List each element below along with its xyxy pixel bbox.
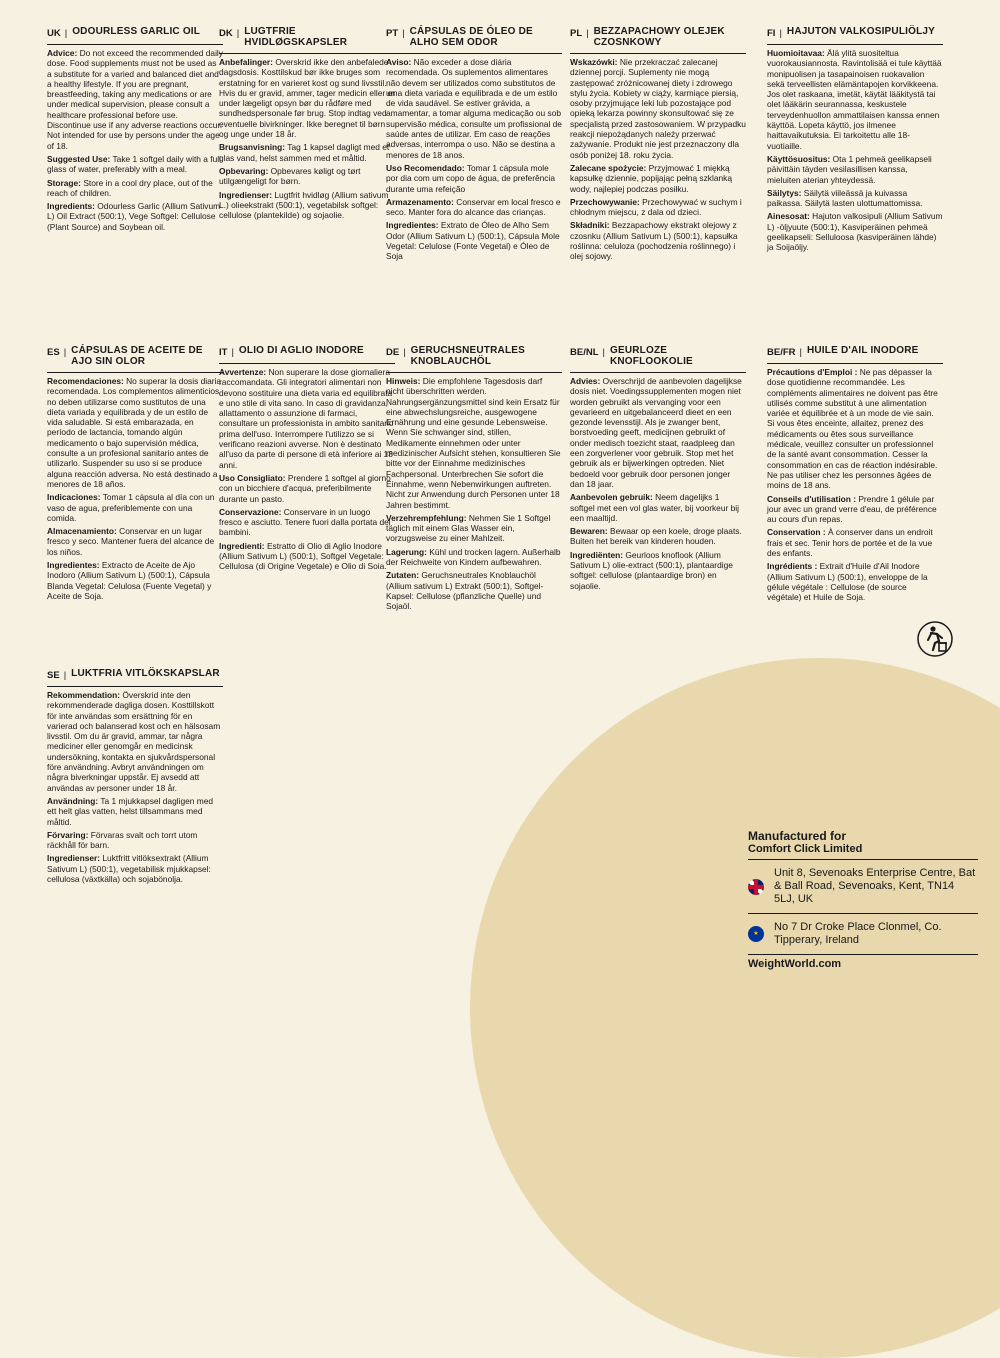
product-title: ODOURLESS GARLIC OIL	[72, 26, 201, 37]
language-block-pl	[570, 26, 746, 265]
section-text: Ne pas dépasser la dose quotidienne recommandée. Les compléments alimentaires ne doivent pas être utilisés comme substitut à une alimentation variée et équilibrée et à un mode de vie sain. Si vous êtes enceinte, allaitez, prenez des médicaments ou êtes sous surveillance médicale, veuillez consulter un professionnel de la santé avant consommation. Cesser la consommation en cas de réaction indésirable. Ne pas utiliser chez les personnes âgées de moins de 18 ans.	[767, 367, 938, 491]
section-label: Ingrédients :	[767, 561, 818, 572]
label-section	[767, 494, 943, 525]
section-text: Opbevares køligt og tørt utilgængeligt for børn.	[219, 165, 361, 187]
label-section	[386, 376, 562, 510]
label-section	[219, 142, 395, 163]
label-section	[386, 513, 562, 544]
label-section	[386, 220, 562, 261]
language-code: FI |	[767, 26, 787, 39]
section-text: Przyjmować 1 miękką kapsułkę dziennie, popijając pełną szklanką wody, najlepiej podczas posiłku.	[570, 162, 733, 194]
label-section	[570, 57, 746, 160]
section-label: Brugsanvisning:	[219, 142, 286, 153]
label-section	[47, 796, 223, 827]
block-header	[570, 345, 746, 367]
section-text: No superar la dosis diaria recomendada. Los complementos alimenticios no deben utilizarse como sustitutos de una dieta variada y equilibrada y de un estilo de vida saludable. Si está embarazada, en período de lactancia, tomando algún medicamento o bajo supervisión médica, consulte a un profesional sanitario antes de utilizarlo. Suspender su uso si se produce alguna reacción adversa. No está destinado a menores de 18 años.	[47, 376, 222, 489]
label-section	[219, 507, 395, 538]
section-label: Rekommendation:	[47, 690, 121, 700]
section-label: Conservazione:	[219, 506, 282, 517]
section-label: Conseils d'utilisation :	[767, 493, 857, 504]
section-text: Kühl und trocken lagern. Außerhalb der Reichweite von Kindern aufbewahren.	[386, 546, 561, 568]
section-text: Odourless Garlic (Allium Sativum L) Oil Extract (500:1), Vege Softgel: Cellulose (Plant Source) and Soybean oil.	[47, 201, 221, 232]
section-text: Hajuton valkosipuli (Allium Sativum L) -öljyuute (500:1), Kasviperäinen pehmeä geelikapseli: Selluloosa (kasviperäinen lähde) ja Soijaöljy.	[767, 211, 943, 253]
language-code: PT |	[386, 26, 410, 39]
language-block-de	[386, 345, 562, 615]
section-text: Do not exceed the recommended daily dose. Food supplements must not be used as a substitute for a varied and balanced diet and a healthy lifestyle. If you are pregnant, breastfeeding, taking any medications or are under medical supervision, please consult a healthcare professional before use. Discontinue use if any adverse reactions occur. Not intended for use by persons under the age of 18.	[47, 48, 223, 151]
label-section	[219, 57, 395, 139]
block-header	[47, 345, 223, 367]
section-text: Älä ylitä suositeltua vuorokausiannosta. Ravintolisää ei tule käyttää monipuolisen ja tasapainoisen ruokavalion sekä terveellisten elämäntapojen korvikkeena. Jos olet raskaana, imetät, käytät lääkitystä tai olet lääkärin seurannassa, keskustele terveydenhuollon ammattilaisen kanssa ennen käyttöä. Lopeta käyttö, jos ilmenee haittavaikutuksia. Ei tarkoitettu alle 18-vuotiaille.	[767, 48, 942, 151]
section-label: Armazenamento:	[386, 196, 454, 207]
label-section	[570, 197, 746, 218]
section-label: Lagerung:	[386, 546, 427, 557]
section-text: Luktfritt vitlöksextrakt (Allium Sativum L) (500:1), vegetabilisk mjukkapsel: cellulosa (växtkälla) och sojabönolja.	[47, 853, 211, 885]
label-section	[386, 570, 562, 611]
section-text: Die empfohlene Tagesdosis darf nicht überschritten werden. Nahrungsergänzungsmittel sind kein Ersatz für eine abwechslungsreiche, ausgewogene Ernährung und eine gesunde Lebensweise. Wenn Sie schwanger sind, stillen, Medikamente einnehmen oder unter medizinischer Aufsicht stehen, konsultieren Sie bitte vor der Einnahme medizinisches Fachpersonal. Unterbrechen Sie sofort die Einnahme, wenn Nebenwirkungen auftreten. Nicht zur Anwendung durch Personen unter 18 Jahren bestimmt.	[386, 376, 561, 510]
decorative-circle	[470, 658, 1000, 1358]
section-text: Förvaras svalt och torrt utom räckhåll för barn.	[47, 829, 198, 851]
section-label: Anbefalinger:	[219, 57, 273, 67]
section-label: Conservation :	[767, 527, 826, 538]
section-label: Ingredienser:	[47, 853, 101, 864]
divider	[219, 363, 395, 364]
product-title: LUKTFRIA VITLÖKSKAPSLAR	[71, 668, 220, 679]
language-code: IT |	[219, 345, 239, 358]
section-label: Förvaring:	[47, 829, 89, 840]
label-section	[386, 163, 562, 194]
section-label: Ingredientes:	[386, 220, 439, 231]
uk-address	[748, 863, 978, 910]
section-text: Tag 1 kapsel dagligt med et glas vand, helst sammen med et måltid.	[219, 142, 390, 163]
section-text: Conservar em local fresco e seco. Manter fora do alcance das crianças.	[386, 196, 561, 218]
label-section	[570, 220, 746, 261]
website-link[interactable]: WeightWorld.com	[748, 958, 842, 970]
label-section	[767, 561, 943, 602]
section-label: Användning:	[47, 795, 99, 806]
block-header	[47, 668, 223, 681]
section-text: Extracto de Aceite de Ajo Inodoro (Allium Sativum L) (500:1), Cápsula Blanda Vegetal: Celulosa (Fuente Vegetal) y Aceite de Soja.	[47, 560, 212, 601]
label-section	[219, 367, 395, 470]
label-section	[386, 547, 562, 568]
divider	[767, 363, 943, 364]
language-block-dk	[219, 26, 395, 223]
label-section	[219, 473, 395, 504]
label-section	[570, 492, 746, 523]
divider	[386, 53, 562, 54]
label-section	[47, 154, 223, 175]
label-section	[386, 197, 562, 218]
product-title: LUGTFRIE HVIDLØGSKAPSLER	[244, 26, 348, 48]
block-header	[570, 26, 746, 48]
section-label: Aviso:	[386, 57, 412, 67]
language-code: BE/NL |	[570, 345, 610, 358]
section-label: Bewaren:	[570, 526, 608, 537]
label-section	[47, 201, 223, 232]
section-label: Ingredienser:	[219, 189, 273, 200]
divider	[767, 44, 943, 45]
language-code: DK |	[219, 26, 244, 39]
section-text: Extrait d'Huile d'Ail Inodore (Allium Sativum L) (500:1), enveloppe de la gélule végétale : Cellulose (de source végétale) et Huile de Soja.	[767, 561, 928, 603]
label-section	[767, 48, 943, 151]
section-label: Säilytys:	[767, 187, 802, 198]
section-text: À conserver dans un endroit frais et sec. Tenir hors de portée et de la vue des enfants.	[767, 527, 933, 559]
language-code: BE/FR |	[767, 345, 807, 358]
label-section	[47, 526, 223, 557]
block-header	[767, 26, 943, 39]
section-text: Säilytä viileässä ja kuivassa paikassa. Säilytä lasten ulottumattomissa.	[767, 187, 923, 209]
section-text: Conservar en un lugar fresco y seco. Mantener fuera del alcance de los niños.	[47, 526, 215, 557]
section-text: Överskrid inte den rekommenderade dagliga dosen. Kosttillskott för inte användas som ersättning för en varierad och balanserad kost och en hälsosam livsstil. Om du är gravid, ammar, tar några mediciner eller genomgår en medicinsk undersökning, kontakta en sjukvårdspersonal före användning. Avbryt användningen om några biverkningar uppstår. Ej avsedd att användas av personer under 18 år.	[47, 690, 221, 793]
eu-address	[748, 917, 978, 951]
language-block-se	[47, 668, 223, 887]
section-label: Ingredienti:	[219, 540, 265, 551]
section-label: Storage:	[47, 177, 81, 188]
section-text: Tomar 1 cápsula al día con un vaso de agua, preferiblemente con una comida.	[47, 492, 215, 523]
label-section	[767, 188, 943, 209]
section-text: Nie przekraczać zalecanej dziennej porcji. Suplementy nie mogą zastępować zróżnicowanej diety i zdrowego stylu życia. Kobiety w ciąży, karmiące piersią, osoby przyjmujące leki lub pozostające pod opieką lekarza powinny skonsultować się ze specjalistą przed zastosowaniem. W przypadku reakcji niepożądanych należy przerwać zażywanie. Produkt nie jest przeznaczony dla osób poniżej 18. roku życia.	[570, 57, 746, 160]
divider	[570, 53, 746, 54]
section-label: Almacenamiento:	[47, 526, 117, 537]
label-section	[570, 163, 746, 194]
section-label: Recomendaciones:	[47, 376, 124, 386]
divider	[47, 44, 223, 45]
product-title: GEURLOZE KNOFLOOKOLIE	[609, 345, 693, 367]
block-header	[386, 26, 562, 48]
language-block-be-fr	[767, 345, 943, 606]
label-section	[767, 211, 943, 252]
section-label: Ingredientes:	[47, 560, 100, 571]
section-label: Précautions d'Emploi :	[767, 367, 858, 377]
section-label: Advies:	[570, 376, 601, 386]
product-title: CÁPSULAS DE ÓLEO DE ALHO SEM ODOR	[409, 26, 533, 48]
block-header	[219, 26, 395, 48]
section-label: Ainesosat:	[767, 211, 810, 222]
divider	[748, 859, 978, 860]
section-label: Uso Recomendado:	[386, 162, 465, 173]
section-text: Geruchsneutrales Knoblauchöl (Allium sativum L) Extrakt (500:1), Softgel-Kapsel: Cellulose (pflanzliche Quelle) und Sojaöl.	[386, 570, 544, 612]
section-text: Nehmen Sie 1 Softgel täglich mit einem Glas Wasser ein, vorzugsweise zu einer Mahlzeit.	[386, 512, 551, 544]
section-label: Käyttösuositus:	[767, 153, 831, 164]
eu-address-text: No 7 Dr Croke Place Clonmel, Co. Tipperary, Ireland	[774, 921, 942, 946]
section-text: Store in a cool dry place, out of the reach of children.	[47, 177, 213, 198]
divider	[748, 913, 978, 914]
section-text: Prendere 1 softgel al giorno con un bicchiere d'acqua, preferibilmente durante un pasto.	[219, 472, 391, 504]
section-label: Huomioitavaa:	[767, 48, 825, 58]
product-title: OLIO DI AGLIO INODORE	[238, 345, 364, 356]
section-label: Suggested Use:	[47, 153, 111, 164]
uk-flag-icon	[748, 879, 764, 895]
manufacturer-name: Comfort Click Limited	[748, 843, 863, 855]
language-block-uk	[47, 26, 223, 235]
eu-flag-icon: ★	[748, 926, 764, 942]
section-text: Ota 1 pehmeä geelikapseli päivittäin täyden vesilasillisen kanssa, mieluiten aterian yhteydessä.	[767, 153, 932, 185]
section-label: Składniki:	[570, 220, 610, 231]
manufacturer-panel	[748, 830, 978, 970]
section-label: Aanbevolen gebruik:	[570, 492, 653, 503]
divider	[219, 53, 395, 54]
block-header	[219, 345, 395, 358]
language-block-es	[47, 345, 223, 604]
label-section	[219, 541, 395, 572]
section-text: Lugtfrit hvidløg (Allium sativum L.) olieekstrakt (500:1), vegetabilsk softgel: cellulose (plantekilde) og sojaolie.	[219, 189, 389, 221]
block-header	[386, 345, 562, 367]
divider	[47, 372, 223, 373]
section-label: Avvertenze:	[219, 367, 267, 377]
section-text: Non superare la dose giornaliera raccomandata. Gli integratori alimentari non devono sostituire una dieta varia ed equilibrata e uno stile di vita sano. In caso di gravidanza, allattamento o assunzione di farmaci, consultare un professionista in ambito sanitario prima dell'uso. Interrompere l'utilizzo se si verificano reazioni avverse. Non è destinato all'uso da parte di persone di età inferiore ai 18 anni.	[219, 367, 394, 470]
section-text: Overskrid ikke den anbefalede dagsdosis. Kosttilskud bør ikke bruges som erstatning for en varieret kost og sund livsstil. Hvis du er gravid, ammer, tager medicin eller er under lægeligt opsyn bør du rådføre med sundhedspersonale før brug. Stop indtag ved eventuelle bivirkninger. Ikke beregnet til børn og unge under 18 år.	[219, 57, 395, 140]
label-section	[219, 190, 395, 221]
block-header	[47, 26, 223, 39]
uk-address-text: Unit 8, Sevenoaks Enterprise Centre, Bat & Ball Road, Sevenoaks, Kent, TN14 5LJ, UK	[774, 867, 976, 905]
section-text: Przechowywać w suchym i chłodnym miejscu, z dala od dzieci.	[570, 196, 742, 218]
product-title: GERUCHSNEUTRALES KNOBLAUCHÖL	[410, 345, 525, 367]
section-label: Advice:	[47, 48, 78, 58]
divider	[748, 954, 978, 955]
section-label: Indicaciones:	[47, 492, 101, 503]
language-code: PL |	[570, 26, 594, 39]
product-title: HAJUTON VALKOSIPULIÖLJY	[786, 26, 936, 37]
label-section	[767, 367, 943, 491]
manufacturer-title: Manufactured for	[748, 829, 847, 843]
section-label: Uso Consigliato:	[219, 472, 286, 483]
block-header	[767, 345, 943, 358]
section-text: Overschrijd de aanbevolen dagelijkse dosis niet. Voedingssupplementen mogen niet worden gebruikt als vervanging voor een gevarieerd en uitgebalanceerd dieet en een gezonde levensstijl. Als je zwanger bent, borstvoeding geeft, medicijnen gebruikt of onder medisch toezicht staat, raadpleeg dan een zorgverlener voor gebruik. Stop met het gebruik als er bijwerkingen optreden. Niet bedoeld voor gebruik door personen jonger dan 18 jaar.	[570, 376, 742, 489]
label-section	[386, 57, 562, 160]
label-section	[47, 853, 223, 884]
label-section	[570, 376, 746, 489]
section-text: Ta 1 mjukkapsel dagligen med ett helt glas vatten, helst tillsammans med måltid.	[47, 795, 214, 827]
label-section	[570, 550, 746, 591]
section-text: Prendre 1 gélule par jour avec un grand verre d'eau, de préférence au cours d'un repas.	[767, 493, 937, 525]
divider	[386, 372, 562, 373]
section-label: Wskazówki:	[570, 57, 618, 67]
language-code: DE |	[386, 345, 411, 358]
product-title: BEZZAPACHOWY OLEJEK CZOSNKOWY	[593, 26, 725, 48]
section-label: Ingrediënten:	[570, 549, 624, 560]
section-text: Take 1 softgel daily with a full glass of water, preferably with a meal.	[47, 153, 221, 175]
language-block-it	[219, 345, 395, 575]
section-label: Hinweis:	[386, 376, 421, 386]
tidyman-recycle-icon	[917, 621, 953, 657]
section-text: Tomar 1 cápsula mole por dia com um copo de água, de preferência durante uma refeição	[386, 162, 556, 194]
section-text: Bezzapachowy ekstrakt olejowy z czosnku (Allium Sativum L) (500:1), kapsułka roślinna: celuloza (pochodzenia roślinnego) i olej sojowy.	[570, 220, 738, 262]
label-section	[767, 527, 943, 558]
label-section	[570, 526, 746, 547]
label-section	[47, 830, 223, 851]
label-section	[47, 560, 223, 601]
language-block-pt	[386, 26, 562, 265]
section-text: Conservare in un luogo fresco e asciutto. Tenere fuori dalla portata dei bambini.	[219, 506, 391, 538]
label-section	[47, 376, 223, 489]
section-text: Estratto di Olio di Aglio Inodore (Allium Sativum L) (500:1), Softgel Vegetale: Cellulosa (di Origine Vegetale) e Olio di Soia.	[219, 540, 387, 572]
divider	[570, 372, 746, 373]
section-label: Verzehrempfehlung:	[386, 512, 467, 523]
section-text: Extrato de Óleo de Alho Sem Odor (Allium Sativum L) (500:1), Cápsula Mole Vegetal: Celulose (Fonte Vegetal) e Óleo de Soja	[386, 220, 560, 262]
language-code: UK |	[47, 26, 72, 39]
label-section	[47, 690, 223, 793]
language-code: ES |	[47, 345, 71, 358]
section-text: Bewaar op een koele, droge plaats. Buiten het bereik van kinderen houden.	[570, 526, 742, 547]
language-block-fi	[767, 26, 943, 256]
section-label: Zutaten:	[386, 570, 420, 581]
section-label: Opbevaring:	[219, 165, 269, 176]
section-text: Não exceder a dose diária recomendada. Os suplementos alimentares não devem ser utilizados como substitutos de uma dieta variada e equilibrada e de um estilo de vida saudável. Se estiver grávida, a amamentar, a tomar alguma medicação ou sob supervisão médica, consulte um profissional de saúde antes de utilizar. Em caso de reações adversas, interrompa o uso. Não se destina a menores de 18 anos.	[386, 57, 562, 160]
product-title: CÁPSULAS DE ACEITE DE AJO SIN OLOR	[71, 345, 203, 367]
product-title: HUILE D'AIL INODORE	[806, 345, 919, 356]
section-text: Neem dagelijks 1 softgel met een vol glas water, bij voorkeur bij een maaltijd.	[570, 492, 739, 523]
language-code: SE |	[47, 668, 71, 681]
language-block-be-nl	[570, 345, 746, 594]
label-section	[47, 48, 223, 151]
label-section	[47, 492, 223, 523]
label-section	[47, 178, 223, 199]
section-text: Geurloos knoflook (Allium Sativum L) olie-extract (500:1), plantaardige softgel: cellulose (plantaardige bron) en sojaolie.	[570, 549, 733, 591]
section-label: Ingredients:	[47, 201, 95, 212]
label-section	[219, 166, 395, 187]
section-label: Przechowywanie:	[570, 196, 640, 207]
divider	[47, 686, 223, 687]
section-label: Zalecane spożycie:	[570, 162, 647, 173]
label-section	[767, 154, 943, 185]
